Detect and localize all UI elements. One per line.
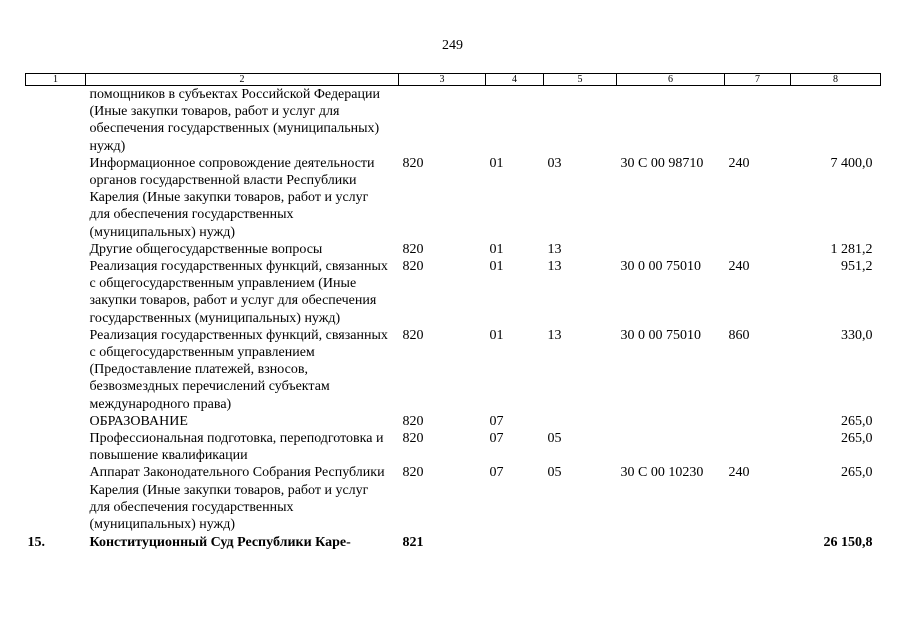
column-header: 8 <box>791 74 881 86</box>
row-code-5: 13 <box>547 241 562 257</box>
row-code-7: 240 <box>728 155 750 171</box>
table-row <box>26 241 881 258</box>
row-amount: 26 150,8 <box>823 535 873 551</box>
row-code-3: 820 <box>402 327 424 343</box>
row-code-5 <box>544 533 617 551</box>
row-code-7: 860 <box>728 327 750 343</box>
row-code-7 <box>725 241 791 258</box>
row-code-5: 05 <box>547 431 562 447</box>
table-header-row <box>26 74 881 86</box>
row-code-6: 30 0 00 75010 <box>620 259 701 275</box>
row-code-6: 30 С 00 98710 <box>620 155 704 171</box>
row-amount: 951,2 <box>841 259 873 275</box>
table-row <box>26 327 881 413</box>
column-header: 1 <box>26 74 86 86</box>
column-header: 3 <box>399 74 486 86</box>
row-code-3 <box>399 86 486 155</box>
row-amount: 330,0 <box>841 327 873 343</box>
column-header: 7 <box>725 74 791 86</box>
row-code-4 <box>486 533 544 551</box>
table-row <box>26 86 881 155</box>
table-body <box>26 86 881 552</box>
row-description: Другие общегосударственные вопросы <box>89 241 323 257</box>
row-code-7: 240 <box>728 465 750 481</box>
row-description: Аппарат Законодательного Собрания Республики Карелия (Иные закупки товаров, работ и услуг для обеспечения государственных (муниципальных) нужд) <box>89 465 385 533</box>
row-number <box>26 464 86 533</box>
row-description: Профессиональная подготовка, переподготовка и повышение квалификации <box>89 431 384 464</box>
row-code-3: 821 <box>402 535 424 551</box>
row-code-5 <box>544 86 617 155</box>
table-row <box>26 155 881 241</box>
row-description: Информационное сопровождение деятельности органов государственной власти Республики Карелия (Иные закупки товаров, работ и услуг для обеспечения государственных (муниципальных) нужд) <box>89 155 375 240</box>
row-code-4: 01 <box>489 327 504 343</box>
row-code-6 <box>617 430 725 464</box>
row-code-3: 820 <box>402 431 424 447</box>
row-description: ОБРАЗОВАНИЕ <box>89 413 188 429</box>
row-code-4: 07 <box>489 413 504 429</box>
row-code-6: 30 0 00 75010 <box>620 327 701 343</box>
row-code-5: 13 <box>547 259 562 275</box>
row-number <box>26 430 86 464</box>
row-code-3: 820 <box>402 259 424 275</box>
row-code-4: 01 <box>489 155 504 171</box>
page-number: 249 <box>442 38 463 53</box>
row-code-4: 07 <box>489 431 504 447</box>
row-description: Реализация государственных функций, связанных с общегосударственным управлением (Предоставление платежей, взносов, безвозмездных перечислений субъектам международного права) <box>89 327 388 412</box>
table-row <box>26 464 881 533</box>
row-code-5: 05 <box>547 465 562 481</box>
row-code-6: 30 С 00 10230 <box>620 465 704 481</box>
row-code-7: 240 <box>728 259 750 275</box>
row-code-3: 820 <box>402 413 424 429</box>
row-amount: 265,0 <box>841 465 873 481</box>
row-description: Реализация государственных функций, связанных с общегосударственным управлением (Иные закупки товаров, работ и услуг для обеспечения государственных (муниципальных) нужд) <box>89 259 388 326</box>
row-number <box>26 258 86 327</box>
table-row <box>26 533 881 551</box>
row-code-7 <box>725 430 791 464</box>
row-amount: 7 400,0 <box>830 155 873 171</box>
row-number <box>26 327 86 413</box>
row-number: 15. <box>27 535 45 551</box>
row-code-4: 01 <box>489 241 504 257</box>
row-code-6 <box>617 413 725 430</box>
row-code-3: 820 <box>402 241 424 257</box>
row-code-6 <box>617 241 725 258</box>
row-code-7 <box>725 413 791 430</box>
row-code-6 <box>617 533 725 551</box>
row-amount <box>791 86 881 155</box>
row-number <box>26 86 86 155</box>
row-description: Конституционный Суд Республики Каре- <box>89 535 351 551</box>
row-description: помощников в субъектах Российской Федерации (Иные закупки товаров, работ и услуг для обеспечения государственных (муниципальных) нужд) <box>89 87 380 154</box>
row-code-3: 820 <box>402 155 424 171</box>
row-code-5 <box>544 413 617 430</box>
row-code-4: 01 <box>489 259 504 275</box>
column-header: 5 <box>544 74 617 86</box>
row-number <box>26 413 86 430</box>
row-amount: 265,0 <box>841 413 873 429</box>
row-code-4: 07 <box>489 465 504 481</box>
budget-table <box>25 73 881 551</box>
column-header: 2 <box>86 74 399 86</box>
row-amount: 265,0 <box>841 431 873 447</box>
row-code-3: 820 <box>402 465 424 481</box>
column-header: 6 <box>617 74 725 86</box>
table-row <box>26 430 881 464</box>
table-row <box>26 258 881 327</box>
row-code-5: 03 <box>547 155 562 171</box>
row-code-5: 13 <box>547 327 562 343</box>
row-number <box>26 155 86 241</box>
row-number <box>26 241 86 258</box>
row-code-7 <box>725 533 791 551</box>
column-header: 4 <box>486 74 544 86</box>
row-code-7 <box>725 86 791 155</box>
table-row <box>26 413 881 430</box>
row-amount: 1 281,2 <box>830 241 873 257</box>
row-code-4 <box>486 86 544 155</box>
row-code-6 <box>617 86 725 155</box>
